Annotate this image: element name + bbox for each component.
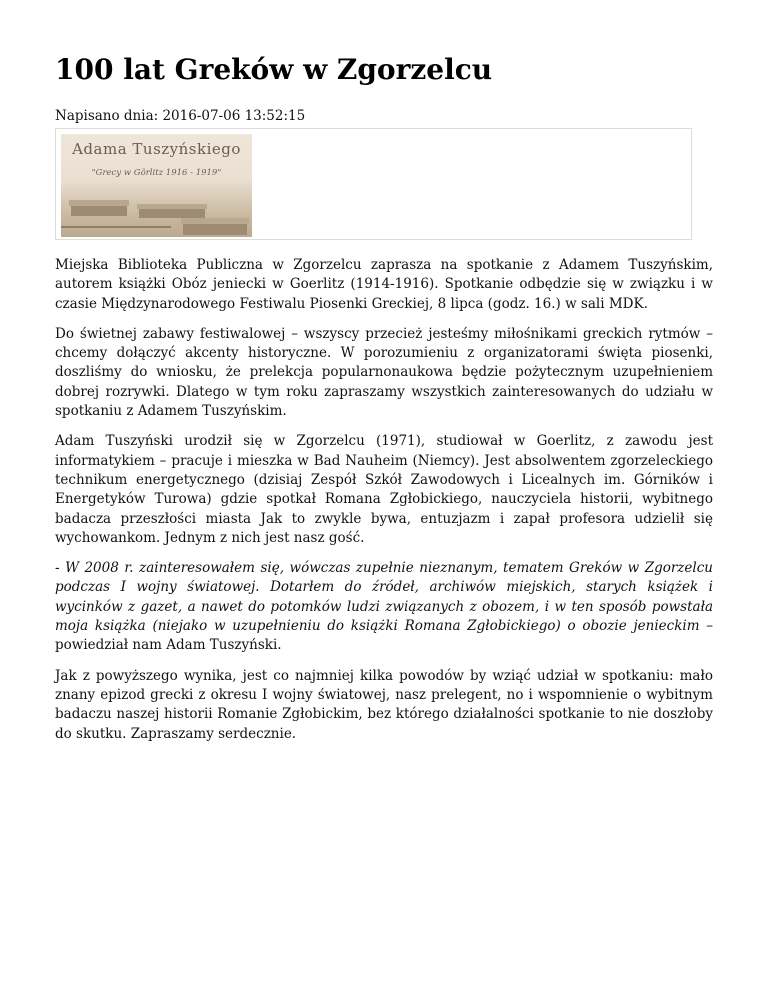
image-fence <box>61 226 171 228</box>
paragraph: Adam Tuszyński urodził się w Zgorzelcu (1971), studiował w Goerlitz, z zawodu jest informatykiem – pracuje i mieszka w Bad Nauheim (Niemcy). Jest absolwentem zgorzeleckiego technikum energetycznego (dzisiaj Zespół Szkół Zawodowych i Licealnych im. Górników i Energetyków Turowa) gdzie spotkał Romana Zgłobickiego, nauczyciela historii, wybitnego badacza przeszłości miasta Jak to zwykle bywa, entuzjazm i zapał profesora udzielił się wychowankom. Jednym z nich jest nasz gość. <box>55 433 713 546</box>
image-caption-title: Adama Tuszyńskiego <box>72 140 241 158</box>
image-barrack <box>71 206 127 216</box>
quote-paragraph <box>55 559 713 655</box>
article-image-frame <box>55 128 692 240</box>
image-caption-subtitle: "Grecy w Görlitz 1916 - 1919" <box>91 168 222 178</box>
image-barrack <box>183 224 247 235</box>
paragraph: Do świetnej zabawy festiwalowej – wszyscy przecież jesteśmy miłośnikami greckich rytmów – chcemy dołączyć akcenty historyczne. W porozumieniu z organizatorami święta piosenki, doszliśmy do wniosku, że prelekcja popularnonaukowa będzie pożytecznym uzupełnieniem dobrej rozrywki. Dlatego w tym roku zapraszamy wszystkich zainteresowanych do udziału w spotkaniu z Adamem Tuszyńskim. <box>55 325 713 420</box>
quote-attribution: – powiedział nam Adam Tuszyński. <box>55 618 714 654</box>
image-barrack <box>139 209 205 218</box>
page-title: 100 lat Greków w Zgorzelcu <box>55 53 493 86</box>
paragraph: Jak z powyższego wynika, jest co najmniej kilka powodów by wziąć udział w spotkaniu: mało znany epizod grecki z okresu I wojny światowej, nasz prelegent, no i wspomnienie o wybitnym badaczu naszej historii Romanie Zgłobickim, bez którego działalności spotkanie to nie doszłoby do skutku. Zapraszamy serdecznie. <box>55 667 713 742</box>
quote-text: - W 2008 r. zainteresowałem się, wówczas zupełnie nieznanym, tematem Greków w Zgorzelcu podczas I wojny światowej. Dotarłem do źródeł, archiwów miejskich, starych książek i wycinków z gazet, a nawet do potomków ludzi związanych z obozem, i w ten sposób powstała moja książka (niejako w uzupełnieniu do książki Romana Zgłobickiego) o obozie jenieckim <box>55 560 713 635</box>
article-image <box>61 134 252 237</box>
post-date: Napisano dnia: 2016-07-06 13:52:15 <box>55 108 306 124</box>
paragraph: Miejska Biblioteka Publiczna w Zgorzelcu zaprasza na spotkanie z Adamem Tuszyńskim, autorem książki Obóz jeniecki w Goerlitz (1914-1916). Spotkanie odbędzie się w związku i w czasie Międzynarodowego Festiwalu Piosenki Greckiej, 8 lipca (godz. 16.) w sali MDK. <box>55 257 713 312</box>
